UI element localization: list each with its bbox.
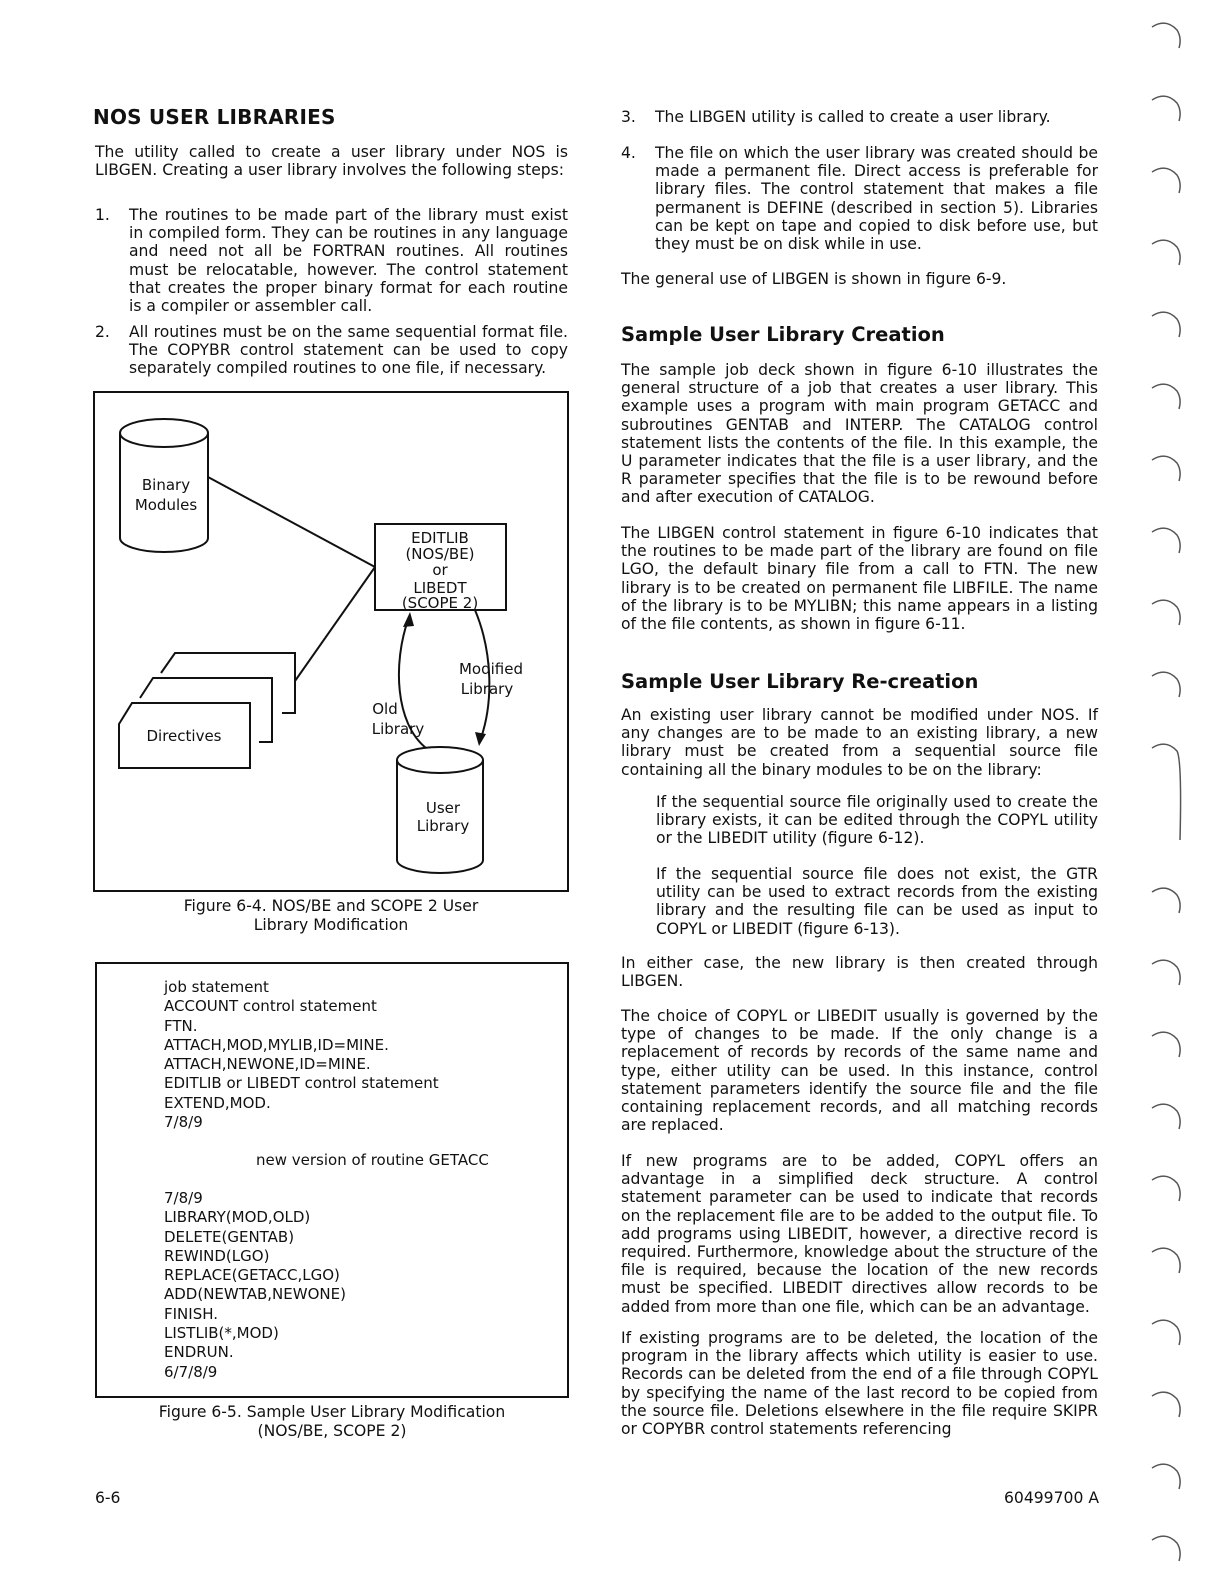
code-line: FINISH. [164,1304,219,1323]
figure-6-4-caption [93,897,569,935]
directives-label: Directives [146,727,222,745]
code-line: ADD(NEWTAB,NEWONE) [164,1285,346,1304]
choice-paragraph: The choice of COPYL or LIBEDIT usually is governed by the type of changes to be made. If the only change is a replacement of records by records of the same name and type, either utility can be used. In this instance, control statement parameters identify the source file and the file containing replacement records, and all matching records are replaced. [621,1007,1098,1135]
code-line: EXTEND,MOD. [164,1093,271,1112]
old-library-label-1: Old [372,700,398,718]
list-text: The routines to be made part of the library must exist in compiled form. They can be routines in any language and need not all be FORTRAN routines. All routines must be relocatable, however. The control statement that creates the proper binary format for each routine is a compiler or assembler call. [129,206,568,316]
creation-heading: Sample User Library Creation [621,323,945,346]
code-line: REWIND(LGO) [164,1246,270,1265]
either-case-paragraph: In either case, the new library is then created through LIBGEN. [621,954,1098,991]
editlib-label-5: (SCOPE 2) [401,594,479,612]
list-item-2 [95,323,568,378]
list-item-3 [621,108,1098,126]
indented-paragraph-1: If the sequential source file originally used to create the library exists, it can be edited through the COPYL utility or the LIBEDIT utility (figure 6-12). [656,793,1098,848]
new-programs-paragraph: If new programs are to be added, COPYL offers an advantage in a simplified deck structure. A control statement parameter can be used to indicate that records on the replacement file are to be added to the output file. To add programs using LIBEDIT, however, a directive record is required. Furthermore, knowledge about the structure of the file is required, because the location of the new records must be specified. LIBEDIT directives allow records to be added from more than one file, which can be an advantage. [621,1152,1098,1316]
list-number: 3. [621,108,636,126]
caption-line-2: (NOS/BE, SCOPE 2) [257,1422,407,1440]
indented-paragraph-2: If the sequential source file does not exist, the GTR utility can be used to extract records from the existing library and the resulting file can be used as input to COPYL or LIBEDIT (figure 6-13). [656,865,1098,938]
creation-paragraph-2: The LIBGEN control statement in figure 6-10 indicates that the routines to be made part of the library are found on file LGO, the default binary file from a call to FTN. The new library is to be created on permanent file LIBFILE. The name of the library is to be MYLIBN; this name appears in a listing of the file contents, as shown in figure 6-11. [621,524,1098,634]
old-library-arrowhead [403,612,414,627]
code-line: LIBRARY(MOD,OLD) [164,1208,311,1227]
library-modification-diagram [95,393,567,890]
code-line: EDITLIB or LIBEDT control statement [164,1074,439,1093]
page-number: 6-6 [95,1489,121,1507]
code-line: ATTACH,NEWONE,ID=MINE. [164,1055,371,1074]
creation-paragraph-1: The sample job deck shown in figure 6-10 illustrates the general structure of a job that creates a user library. This example uses a program with main program GETACC and subroutines GENTAB and INTERP. The CATALOG control statement lists the contents of the file. In this example, the U parameter indicates that the file is a user library, and the R parameter specifies that the file is to be rewound before and after execution of CATALOG. [621,361,1098,507]
document-number: 60499700 A [1004,1489,1099,1507]
code-block-a [164,978,439,1132]
binary-modules-label-1: Binary [141,476,191,494]
new-version-line: new version of routine GETACC [256,1151,489,1169]
binary-to-editlib-line [208,477,375,567]
user-library-label-1: User [425,799,461,817]
code-block-b [164,1189,346,1382]
code-line: ENDRUN. [164,1343,234,1362]
caption-line-2: Library Modification [253,916,409,934]
list-text: The file on which the user library was created should be made a permanent file. Direct access is preferable for library files. The control statement that makes a file permanent is DEFINE (described in section 5). Libraries can be kept on tape and copied to disk before use, but they must be on disk while in use. [655,144,1098,254]
code-line: 7/8/9 [164,1189,203,1207]
list-item-1 [95,206,568,315]
code-line: 6/7/8/9 [164,1362,218,1381]
modified-library-label-1: Modified [458,660,524,678]
editlib-label-2: (NOS/BE) [405,545,475,563]
code-line: ATTACH,MOD,MYLIB,ID=MINE. [164,1035,389,1054]
list-text: The LIBGEN utility is called to create a user library. [655,108,1051,126]
code-line: REPLACE(GETACC,LGO) [164,1266,340,1285]
editlib-label-3: or [432,561,448,579]
list-text: All routines must be on the same sequential format file. The COPYBR control statement can be used to copy separately compiled routines to one file, if necessary. [129,323,568,378]
modified-library-arrowhead [475,732,486,746]
figure-6-5-caption [95,1403,569,1441]
recreation-heading: Sample User Library Re-creation [621,670,979,693]
code-line: FTN. [164,1016,198,1035]
caption-line-1: Figure 6-5. Sample User Library Modification [158,1403,506,1421]
code-line: 7/8/9 [164,1113,203,1132]
general-use-paragraph: The general use of LIBGEN is shown in figure 6-9. [621,270,1007,288]
user-library-label-2: Library [416,817,470,835]
binder-hole-marks [1142,0,1192,1584]
old-library-label-2: Library [371,720,425,738]
directives-to-editlib-line [295,567,375,681]
section-title: NOS USER LIBRARIES [93,105,336,129]
intro-paragraph: The utility called to create a user library under NOS is LIBGEN. Creating a user library involves the following steps: [95,143,568,180]
modified-library-label-2: Library [460,680,514,698]
editlib-label-1: EDITLIB [411,529,469,547]
code-line: LISTLIB(*,MOD) [164,1324,279,1343]
list-number: 1. [95,206,110,224]
code-line: ACCOUNT control statement [164,997,377,1016]
code-line: DELETE(GENTAB) [164,1227,295,1246]
caption-line-1: Figure 6-4. NOS/BE and SCOPE 2 User [183,897,479,915]
binder-hole-icon-group [1152,23,1181,1561]
recreation-paragraph-1: An existing user library cannot be modified under NOS. If any changes are to be made to an existing library, a new library must be created from a sequential source file containing all the binary modules to be on the library: [621,706,1098,779]
binary-modules-label-2: Modules [134,496,198,514]
existing-programs-paragraph: If existing programs are to be deleted, the location of the program in the library affects which utility is easier to use. Records can be deleted from the end of a file through COPYL by specifying the name of the last record to be copied from the source file. Deletions elsewhere in the file require SKIPR or COPYBR control statements referencing [621,1329,1098,1439]
figure-6-4-frame [93,391,569,892]
list-number: 2. [95,323,110,341]
list-item-4 [621,144,1098,253]
editlib-label-4: LIBEDT [413,579,467,597]
code-line: job statement [164,978,269,996]
list-number: 4. [621,144,636,162]
